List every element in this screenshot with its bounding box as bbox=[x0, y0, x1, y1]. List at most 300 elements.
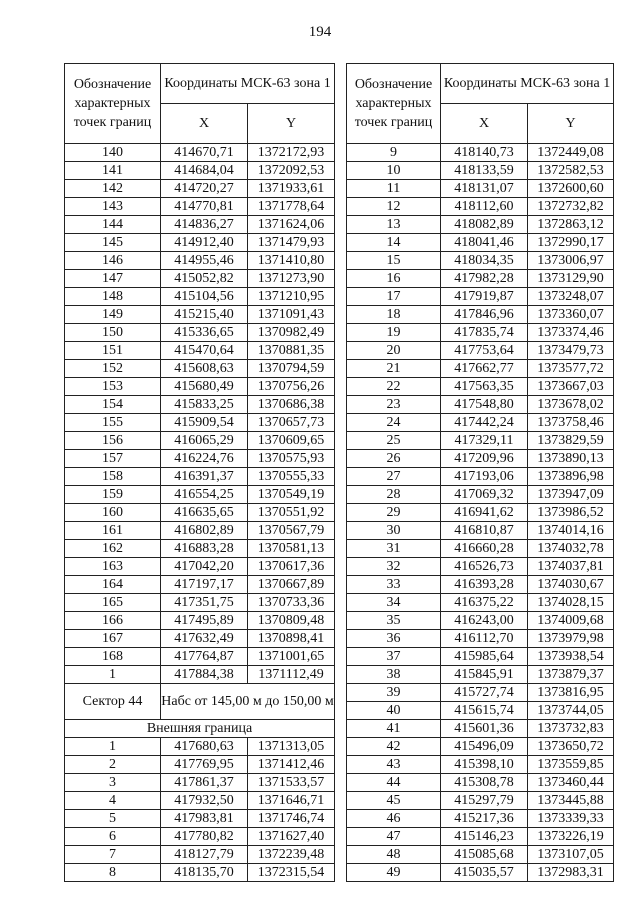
table-row bbox=[347, 342, 614, 360]
y-coordinate-cell: 1372315,54 bbox=[248, 864, 335, 882]
point-id-cell: 158 bbox=[65, 468, 161, 486]
point-id-cell: 156 bbox=[65, 432, 161, 450]
y-coordinate-cell: 1372092,53 bbox=[248, 162, 335, 180]
point-id-cell: 17 bbox=[347, 288, 441, 306]
header-point-designation: Обозначение характерных точек границ bbox=[65, 64, 161, 144]
header-y: Y bbox=[528, 104, 614, 144]
y-coordinate-cell: 1371746,74 bbox=[248, 810, 335, 828]
point-id-cell: 154 bbox=[65, 396, 161, 414]
point-id-cell: 37 bbox=[347, 648, 441, 666]
table-row bbox=[65, 468, 335, 486]
y-coordinate-cell: 1373577,72 bbox=[528, 360, 614, 378]
x-coordinate-cell: 417329,11 bbox=[441, 432, 528, 450]
point-id-cell: 38 bbox=[347, 666, 441, 684]
table-row bbox=[347, 864, 614, 882]
y-coordinate-cell: 1370617,36 bbox=[248, 558, 335, 576]
point-id-cell: 144 bbox=[65, 216, 161, 234]
x-coordinate-cell: 415146,23 bbox=[441, 828, 528, 846]
y-coordinate-cell: 1371778,64 bbox=[248, 198, 335, 216]
coordinates-table-right bbox=[346, 63, 614, 882]
x-coordinate-cell: 415052,82 bbox=[161, 270, 248, 288]
table-row bbox=[347, 162, 614, 180]
x-coordinate-cell: 417042,20 bbox=[161, 558, 248, 576]
table-row bbox=[65, 342, 335, 360]
point-id-cell: 48 bbox=[347, 846, 441, 864]
point-id-cell: 5 bbox=[65, 810, 161, 828]
x-coordinate-cell: 416941,62 bbox=[441, 504, 528, 522]
point-id-cell: 4 bbox=[65, 792, 161, 810]
y-coordinate-cell: 1370898,41 bbox=[248, 630, 335, 648]
table-row bbox=[65, 558, 335, 576]
table-row bbox=[65, 630, 335, 648]
y-coordinate-cell: 1373107,05 bbox=[528, 846, 614, 864]
x-coordinate-cell: 416112,70 bbox=[441, 630, 528, 648]
x-coordinate-cell: 414720,27 bbox=[161, 180, 248, 198]
table-row bbox=[65, 828, 335, 846]
point-id-cell: 11 bbox=[347, 180, 441, 198]
y-coordinate-cell: 1373890,13 bbox=[528, 450, 614, 468]
x-coordinate-cell: 417932,50 bbox=[161, 792, 248, 810]
point-id-cell: 151 bbox=[65, 342, 161, 360]
x-coordinate-cell: 418135,70 bbox=[161, 864, 248, 882]
x-coordinate-cell: 415680,49 bbox=[161, 378, 248, 396]
y-coordinate-cell: 1370551,92 bbox=[248, 504, 335, 522]
point-id-cell: 49 bbox=[347, 864, 441, 882]
table-row bbox=[65, 396, 335, 414]
table-row bbox=[347, 468, 614, 486]
x-coordinate-cell: 417753,64 bbox=[441, 342, 528, 360]
x-coordinate-cell: 418082,89 bbox=[441, 216, 528, 234]
point-id-cell: 166 bbox=[65, 612, 161, 630]
y-coordinate-cell: 1374030,67 bbox=[528, 576, 614, 594]
table-row bbox=[347, 504, 614, 522]
table-row bbox=[347, 522, 614, 540]
point-id-cell: 143 bbox=[65, 198, 161, 216]
x-coordinate-cell: 415496,09 bbox=[441, 738, 528, 756]
point-id-cell: 145 bbox=[65, 234, 161, 252]
y-coordinate-cell: 1370733,36 bbox=[248, 594, 335, 612]
y-coordinate-cell: 1370667,89 bbox=[248, 576, 335, 594]
table-row bbox=[65, 756, 335, 774]
y-coordinate-cell: 1374037,81 bbox=[528, 558, 614, 576]
x-coordinate-cell: 417680,63 bbox=[161, 738, 248, 756]
y-coordinate-cell: 1370756,26 bbox=[248, 378, 335, 396]
right-rows-group bbox=[347, 144, 614, 882]
y-coordinate-cell: 1372990,17 bbox=[528, 234, 614, 252]
point-id-cell: 32 bbox=[347, 558, 441, 576]
point-id-cell: 29 bbox=[347, 504, 441, 522]
table-row bbox=[347, 720, 614, 738]
point-id-cell: 46 bbox=[347, 810, 441, 828]
x-coordinate-cell: 417780,82 bbox=[161, 828, 248, 846]
x-coordinate-cell: 417563,35 bbox=[441, 378, 528, 396]
point-id-cell: 16 bbox=[347, 270, 441, 288]
sector-name: Сектор 44 bbox=[65, 684, 161, 720]
y-coordinate-cell: 1373744,05 bbox=[528, 702, 614, 720]
x-coordinate-cell: 415336,65 bbox=[161, 324, 248, 342]
table-row bbox=[65, 414, 335, 432]
y-coordinate-cell: 1373938,54 bbox=[528, 648, 614, 666]
x-coordinate-cell: 417069,32 bbox=[441, 486, 528, 504]
x-coordinate-cell: 417193,06 bbox=[441, 468, 528, 486]
x-coordinate-cell: 417632,49 bbox=[161, 630, 248, 648]
left-rows-group-b bbox=[65, 738, 335, 882]
y-coordinate-cell: 1373129,90 bbox=[528, 270, 614, 288]
y-coordinate-cell: 1373374,46 bbox=[528, 324, 614, 342]
x-coordinate-cell: 415909,54 bbox=[161, 414, 248, 432]
y-coordinate-cell: 1370657,73 bbox=[248, 414, 335, 432]
x-coordinate-cell: 414770,81 bbox=[161, 198, 248, 216]
point-id-cell: 43 bbox=[347, 756, 441, 774]
x-coordinate-cell: 416393,28 bbox=[441, 576, 528, 594]
y-coordinate-cell: 1371624,06 bbox=[248, 216, 335, 234]
point-id-cell: 150 bbox=[65, 324, 161, 342]
point-id-cell: 13 bbox=[347, 216, 441, 234]
y-coordinate-cell: 1371273,90 bbox=[248, 270, 335, 288]
x-coordinate-cell: 417846,96 bbox=[441, 306, 528, 324]
point-id-cell: 153 bbox=[65, 378, 161, 396]
header-x: X bbox=[441, 104, 528, 144]
y-coordinate-cell: 1370549,19 bbox=[248, 486, 335, 504]
point-id-cell: 18 bbox=[347, 306, 441, 324]
table-row bbox=[347, 198, 614, 216]
header-point-designation: Обозначение характерных точек границ bbox=[347, 64, 441, 144]
x-coordinate-cell: 415833,25 bbox=[161, 396, 248, 414]
table-row bbox=[347, 540, 614, 558]
x-coordinate-cell: 416526,73 bbox=[441, 558, 528, 576]
table-row bbox=[347, 558, 614, 576]
point-id-cell: 140 bbox=[65, 144, 161, 162]
x-coordinate-cell: 415470,64 bbox=[161, 342, 248, 360]
table-row bbox=[65, 522, 335, 540]
table-row bbox=[347, 756, 614, 774]
point-id-cell: 40 bbox=[347, 702, 441, 720]
table-row bbox=[65, 216, 335, 234]
x-coordinate-cell: 415608,63 bbox=[161, 360, 248, 378]
table-row bbox=[347, 216, 614, 234]
x-coordinate-cell: 416635,65 bbox=[161, 504, 248, 522]
point-id-cell: 12 bbox=[347, 198, 441, 216]
table-row bbox=[347, 702, 614, 720]
point-id-cell: 162 bbox=[65, 540, 161, 558]
point-id-cell: 21 bbox=[347, 360, 441, 378]
table-row bbox=[65, 162, 335, 180]
y-coordinate-cell: 1373979,98 bbox=[528, 630, 614, 648]
x-coordinate-cell: 416391,37 bbox=[161, 468, 248, 486]
y-coordinate-cell: 1372600,60 bbox=[528, 180, 614, 198]
y-coordinate-cell: 1373947,09 bbox=[528, 486, 614, 504]
table-row bbox=[65, 774, 335, 792]
x-coordinate-cell: 416883,28 bbox=[161, 540, 248, 558]
x-coordinate-cell: 416802,89 bbox=[161, 522, 248, 540]
point-id-cell: 147 bbox=[65, 270, 161, 288]
sector-group bbox=[65, 684, 335, 738]
table-row bbox=[347, 648, 614, 666]
table-row bbox=[65, 198, 335, 216]
table-row bbox=[65, 594, 335, 612]
point-id-cell: 165 bbox=[65, 594, 161, 612]
point-id-cell: 19 bbox=[347, 324, 441, 342]
x-coordinate-cell: 414684,04 bbox=[161, 162, 248, 180]
y-coordinate-cell: 1370555,33 bbox=[248, 468, 335, 486]
x-coordinate-cell: 417884,38 bbox=[161, 666, 248, 684]
point-id-cell: 8 bbox=[65, 864, 161, 882]
y-coordinate-cell: 1370686,38 bbox=[248, 396, 335, 414]
x-coordinate-cell: 414670,71 bbox=[161, 144, 248, 162]
point-id-cell: 146 bbox=[65, 252, 161, 270]
x-coordinate-cell: 415398,10 bbox=[441, 756, 528, 774]
x-coordinate-cell: 418034,35 bbox=[441, 252, 528, 270]
point-id-cell: 1 bbox=[65, 666, 161, 684]
y-coordinate-cell: 1373226,19 bbox=[528, 828, 614, 846]
point-id-cell: 27 bbox=[347, 468, 441, 486]
point-id-cell: 47 bbox=[347, 828, 441, 846]
y-coordinate-cell: 1373758,46 bbox=[528, 414, 614, 432]
point-id-cell: 20 bbox=[347, 342, 441, 360]
table-row bbox=[347, 738, 614, 756]
y-coordinate-cell: 1372172,93 bbox=[248, 144, 335, 162]
table-row bbox=[65, 378, 335, 396]
y-coordinate-cell: 1373650,72 bbox=[528, 738, 614, 756]
point-id-cell: 41 bbox=[347, 720, 441, 738]
sector-elevation-note: Набс от 145,00 м до 150,00 м bbox=[161, 684, 335, 720]
table-row bbox=[65, 576, 335, 594]
table-row bbox=[65, 810, 335, 828]
y-coordinate-cell: 1373678,02 bbox=[528, 396, 614, 414]
table-row bbox=[347, 774, 614, 792]
y-coordinate-cell: 1370809,48 bbox=[248, 612, 335, 630]
point-id-cell: 152 bbox=[65, 360, 161, 378]
y-coordinate-cell: 1370881,35 bbox=[248, 342, 335, 360]
table-row bbox=[65, 612, 335, 630]
point-id-cell: 7 bbox=[65, 846, 161, 864]
y-coordinate-cell: 1371210,95 bbox=[248, 288, 335, 306]
point-id-cell: 6 bbox=[65, 828, 161, 846]
y-coordinate-cell: 1370982,49 bbox=[248, 324, 335, 342]
point-id-cell: 3 bbox=[65, 774, 161, 792]
table-row bbox=[65, 324, 335, 342]
x-coordinate-cell: 417769,95 bbox=[161, 756, 248, 774]
table-row bbox=[65, 504, 335, 522]
point-id-cell: 160 bbox=[65, 504, 161, 522]
table-row bbox=[65, 864, 335, 882]
x-coordinate-cell: 415215,40 bbox=[161, 306, 248, 324]
x-coordinate-cell: 417983,81 bbox=[161, 810, 248, 828]
y-coordinate-cell: 1373339,33 bbox=[528, 810, 614, 828]
y-coordinate-cell: 1372863,12 bbox=[528, 216, 614, 234]
table-row bbox=[65, 288, 335, 306]
table-row bbox=[65, 666, 335, 684]
y-coordinate-cell: 1374028,15 bbox=[528, 594, 614, 612]
x-coordinate-cell: 416224,76 bbox=[161, 450, 248, 468]
point-id-cell: 24 bbox=[347, 414, 441, 432]
point-id-cell: 9 bbox=[347, 144, 441, 162]
y-coordinate-cell: 1373460,44 bbox=[528, 774, 614, 792]
point-id-cell: 36 bbox=[347, 630, 441, 648]
point-id-cell: 15 bbox=[347, 252, 441, 270]
table-row bbox=[65, 252, 335, 270]
y-coordinate-cell: 1371646,71 bbox=[248, 792, 335, 810]
point-id-cell: 142 bbox=[65, 180, 161, 198]
header-coordinates: Координаты МСК-63 зона 1 bbox=[161, 64, 335, 104]
table-row bbox=[65, 846, 335, 864]
table-row bbox=[347, 612, 614, 630]
table-row bbox=[347, 396, 614, 414]
table-row bbox=[347, 810, 614, 828]
x-coordinate-cell: 417197,17 bbox=[161, 576, 248, 594]
y-coordinate-cell: 1373896,98 bbox=[528, 468, 614, 486]
outer-boundary-label: Внешняя граница bbox=[65, 720, 335, 738]
table-row bbox=[65, 432, 335, 450]
y-coordinate-cell: 1373879,37 bbox=[528, 666, 614, 684]
x-coordinate-cell: 417919,87 bbox=[441, 288, 528, 306]
table-row bbox=[347, 846, 614, 864]
y-coordinate-cell: 1373732,83 bbox=[528, 720, 614, 738]
table-row bbox=[347, 792, 614, 810]
table-row bbox=[65, 450, 335, 468]
x-coordinate-cell: 416065,29 bbox=[161, 432, 248, 450]
y-coordinate-cell: 1374014,16 bbox=[528, 522, 614, 540]
x-coordinate-cell: 415104,56 bbox=[161, 288, 248, 306]
y-coordinate-cell: 1371091,43 bbox=[248, 306, 335, 324]
table-row bbox=[347, 576, 614, 594]
x-coordinate-cell: 415615,74 bbox=[441, 702, 528, 720]
y-coordinate-cell: 1374032,78 bbox=[528, 540, 614, 558]
table-row bbox=[347, 324, 614, 342]
x-coordinate-cell: 416243,00 bbox=[441, 612, 528, 630]
point-id-cell: 167 bbox=[65, 630, 161, 648]
point-id-cell: 23 bbox=[347, 396, 441, 414]
table-row bbox=[347, 486, 614, 504]
x-coordinate-cell: 416660,28 bbox=[441, 540, 528, 558]
point-id-cell: 33 bbox=[347, 576, 441, 594]
y-coordinate-cell: 1373006,97 bbox=[528, 252, 614, 270]
x-coordinate-cell: 414912,40 bbox=[161, 234, 248, 252]
point-id-cell: 39 bbox=[347, 684, 441, 702]
x-coordinate-cell: 418127,79 bbox=[161, 846, 248, 864]
x-coordinate-cell: 417861,37 bbox=[161, 774, 248, 792]
x-coordinate-cell: 418131,07 bbox=[441, 180, 528, 198]
x-coordinate-cell: 417495,89 bbox=[161, 612, 248, 630]
point-id-cell: 26 bbox=[347, 450, 441, 468]
y-coordinate-cell: 1372732,82 bbox=[528, 198, 614, 216]
y-coordinate-cell: 1372983,31 bbox=[528, 864, 614, 882]
x-coordinate-cell: 415085,68 bbox=[441, 846, 528, 864]
table-row bbox=[65, 270, 335, 288]
y-coordinate-cell: 1373986,52 bbox=[528, 504, 614, 522]
y-coordinate-cell: 1370609,65 bbox=[248, 432, 335, 450]
table-row bbox=[65, 234, 335, 252]
x-coordinate-cell: 415601,36 bbox=[441, 720, 528, 738]
y-coordinate-cell: 1371410,80 bbox=[248, 252, 335, 270]
point-id-cell: 164 bbox=[65, 576, 161, 594]
table-row bbox=[347, 252, 614, 270]
x-coordinate-cell: 416554,25 bbox=[161, 486, 248, 504]
x-coordinate-cell: 417982,28 bbox=[441, 270, 528, 288]
y-coordinate-cell: 1370575,93 bbox=[248, 450, 335, 468]
table-row bbox=[347, 144, 614, 162]
point-id-cell: 30 bbox=[347, 522, 441, 540]
page-number: 194 bbox=[308, 24, 332, 40]
y-coordinate-cell: 1372449,08 bbox=[528, 144, 614, 162]
point-id-cell: 22 bbox=[347, 378, 441, 396]
table-row bbox=[347, 630, 614, 648]
point-id-cell: 168 bbox=[65, 648, 161, 666]
point-id-cell: 28 bbox=[347, 486, 441, 504]
x-coordinate-cell: 417764,87 bbox=[161, 648, 248, 666]
x-coordinate-cell: 416375,22 bbox=[441, 594, 528, 612]
y-coordinate-cell: 1373829,59 bbox=[528, 432, 614, 450]
y-coordinate-cell: 1373360,07 bbox=[528, 306, 614, 324]
point-id-cell: 157 bbox=[65, 450, 161, 468]
table-row bbox=[65, 540, 335, 558]
header-y: Y bbox=[248, 104, 335, 144]
point-id-cell: 1 bbox=[65, 738, 161, 756]
table-row bbox=[65, 360, 335, 378]
point-id-cell: 10 bbox=[347, 162, 441, 180]
x-coordinate-cell: 415985,64 bbox=[441, 648, 528, 666]
table-row bbox=[347, 306, 614, 324]
table-row bbox=[347, 432, 614, 450]
y-coordinate-cell: 1371313,05 bbox=[248, 738, 335, 756]
x-coordinate-cell: 417442,24 bbox=[441, 414, 528, 432]
table-row bbox=[65, 792, 335, 810]
x-coordinate-cell: 417209,96 bbox=[441, 450, 528, 468]
y-coordinate-cell: 1371112,49 bbox=[248, 666, 335, 684]
point-id-cell: 14 bbox=[347, 234, 441, 252]
y-coordinate-cell: 1374009,68 bbox=[528, 612, 614, 630]
y-coordinate-cell: 1372582,53 bbox=[528, 162, 614, 180]
table-row bbox=[65, 306, 335, 324]
table-row bbox=[65, 486, 335, 504]
table-row bbox=[347, 378, 614, 396]
point-id-cell: 149 bbox=[65, 306, 161, 324]
x-coordinate-cell: 417662,77 bbox=[441, 360, 528, 378]
x-coordinate-cell: 418041,46 bbox=[441, 234, 528, 252]
y-coordinate-cell: 1371533,57 bbox=[248, 774, 335, 792]
x-coordinate-cell: 415217,36 bbox=[441, 810, 528, 828]
table-row bbox=[347, 450, 614, 468]
table-row bbox=[65, 738, 335, 756]
x-coordinate-cell: 417548,80 bbox=[441, 396, 528, 414]
y-coordinate-cell: 1371001,65 bbox=[248, 648, 335, 666]
table-row bbox=[347, 360, 614, 378]
x-coordinate-cell: 414955,46 bbox=[161, 252, 248, 270]
point-id-cell: 159 bbox=[65, 486, 161, 504]
y-coordinate-cell: 1371479,93 bbox=[248, 234, 335, 252]
table-row bbox=[65, 648, 335, 666]
table-row bbox=[347, 270, 614, 288]
point-id-cell: 44 bbox=[347, 774, 441, 792]
y-coordinate-cell: 1370794,59 bbox=[248, 360, 335, 378]
table-row bbox=[347, 288, 614, 306]
x-coordinate-cell: 414836,27 bbox=[161, 216, 248, 234]
point-id-cell: 35 bbox=[347, 612, 441, 630]
header-x: X bbox=[161, 104, 248, 144]
x-coordinate-cell: 415297,79 bbox=[441, 792, 528, 810]
point-id-cell: 161 bbox=[65, 522, 161, 540]
table-row bbox=[347, 684, 614, 702]
x-coordinate-cell: 416810,87 bbox=[441, 522, 528, 540]
point-id-cell: 2 bbox=[65, 756, 161, 774]
point-id-cell: 25 bbox=[347, 432, 441, 450]
y-coordinate-cell: 1371933,61 bbox=[248, 180, 335, 198]
x-coordinate-cell: 417351,75 bbox=[161, 594, 248, 612]
x-coordinate-cell: 415845,91 bbox=[441, 666, 528, 684]
table-row bbox=[347, 414, 614, 432]
table-row bbox=[347, 234, 614, 252]
y-coordinate-cell: 1371412,46 bbox=[248, 756, 335, 774]
